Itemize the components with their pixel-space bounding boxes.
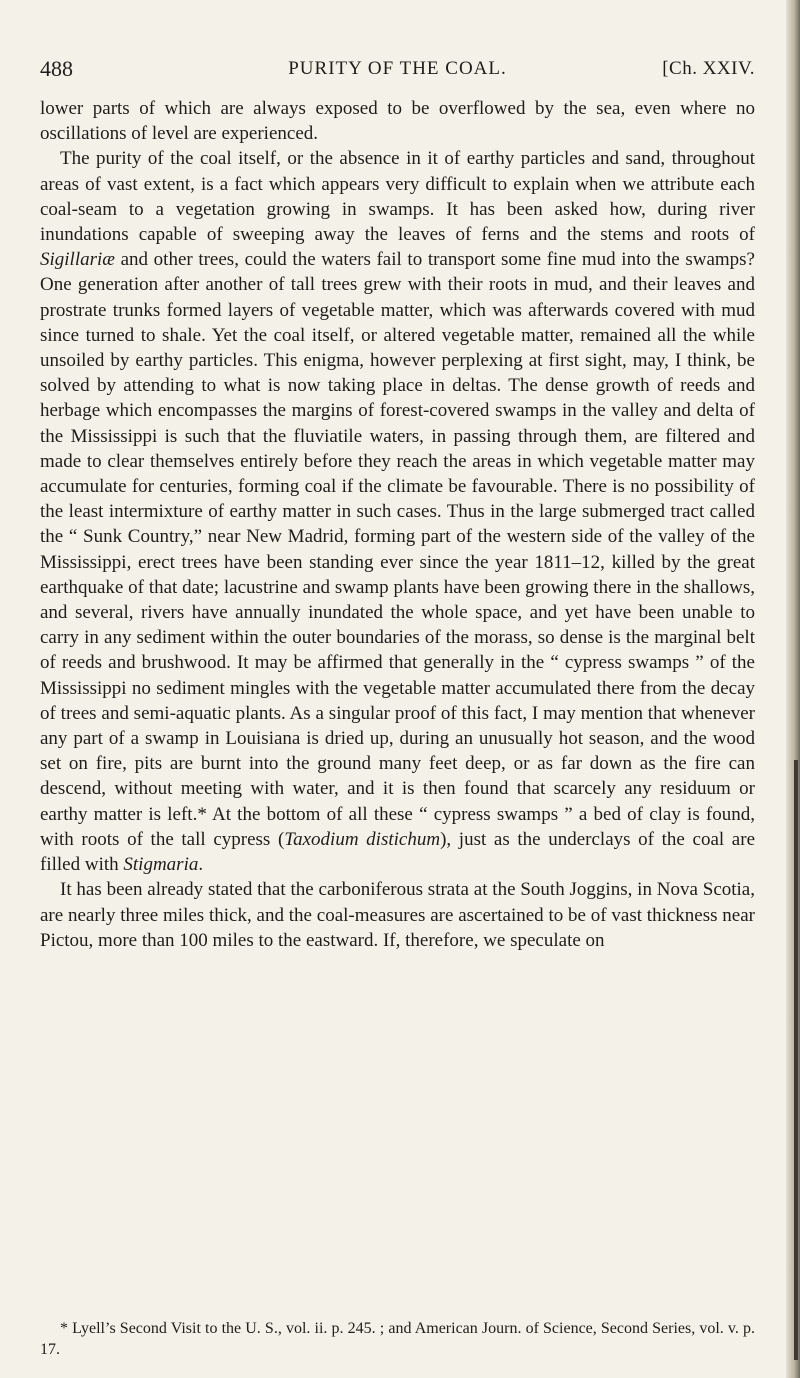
taxon-taxodium: Taxodium distichum	[284, 828, 441, 850]
paragraph-purity	[40, 146, 755, 877]
taxon-sigillariae: Sigillariæ	[40, 249, 115, 271]
body-text	[40, 96, 755, 953]
paragraph-joggins: It has been already stated that the carboniferous strata at the South Joggins, in Nova Scotia, are nearly three miles thick, and the coal-measures are ascertained to be of vast thickness near Pictou, more than 100 miles to the eastward. If, therefore, we speculate on	[40, 879, 755, 951]
page-edge	[786, 0, 800, 1378]
text-run: ), just as the underclays of the coal are filled with	[40, 828, 755, 876]
text-run: and other trees, could the waters fail to transport some fine mud into the swamps? One generation after another of tall trees grew with their roots in mud, and their leaves and prostrate trunks formed layers of vegetable matter, which was afterwards covered with mud since turned to shale. Yet the coal itself, or altered vegetable matter, remained all the while unsoiled by earthy particles. This enigma, however perplexing at first sight, may, I think, be solved by attending to what is now taking place in deltas. The dense growth of reeds and herbage which encompasses the margins of forest-covered swamps in the valley and delta of the Mississippi is such that the fluviatile waters, in passing through them, are filtered and made to clear themselves entirely before they reach the areas in which vegetable matter may accumulate for centuries, forming coal if the climate be favourable. There is no possibility of the least intermixture of earthy matter in such cases. Thus in the large submerged tract called the “ Sunk Country,” near New Madrid, forming part of the western side of the valley of the Mississippi, erect trees have been standing ever since the year 1811–12, killed by the great earthquake of that date; lacustrine and swamp plants have been growing there in the shallows, and several, rivers have annually inundated the whole space, and yet have been unable to carry in any sediment within the outer boundaries of the morass, so dense is the marginal belt of reeds and brushwood. It may be affirmed that generally in the “ cypress swamps ” of the Mississippi no sediment mingles with the vegetable matter accumulated there from the decay of trees and semi-aquatic plants. As a singular proof of this fact, I may mention that whenever any part of a swamp in Louisiana is dried up, during an unusually hot season, and the wood set on fire, pits are burnt into the ground many feet deep, or as far down as the fire can descend, without meeting with water, and it is then found that scarcely any residuum or earthy matter is left.* At the bottom of all these “ cypress swamps ” a bed of clay is found, with roots of the tall cypress (	[40, 249, 755, 850]
running-title: PURITY OF THE COAL.	[288, 58, 507, 79]
paragraph-continued: lower parts of which are always exposed to be overflowed by the sea, even where no oscillations of level are experienced.	[40, 98, 755, 145]
page-number: 488	[40, 56, 73, 81]
footnote: * Lyell’s Second Visit to the U. S., vol. ii. p. 245. ; and American Journ. of Science, Second Series, vol. v. p. 17.	[40, 1320, 755, 1358]
taxon-stigmaria: Stigmaria	[123, 854, 199, 876]
running-header	[40, 56, 755, 92]
chapter-label: [Ch. XXIV.	[662, 58, 755, 79]
text-run: .	[198, 854, 204, 876]
text-run: The purity of the coal itself, or the absence in it of earthy particles and sand, throughout areas of vast extent, is a fact which appears very difficult to explain when we attribute each coal-seam to a vegetation growing in swamps. It has been asked how, during river inundations capable of sweeping away the leaves of ferns and the stems and roots of	[40, 148, 755, 246]
